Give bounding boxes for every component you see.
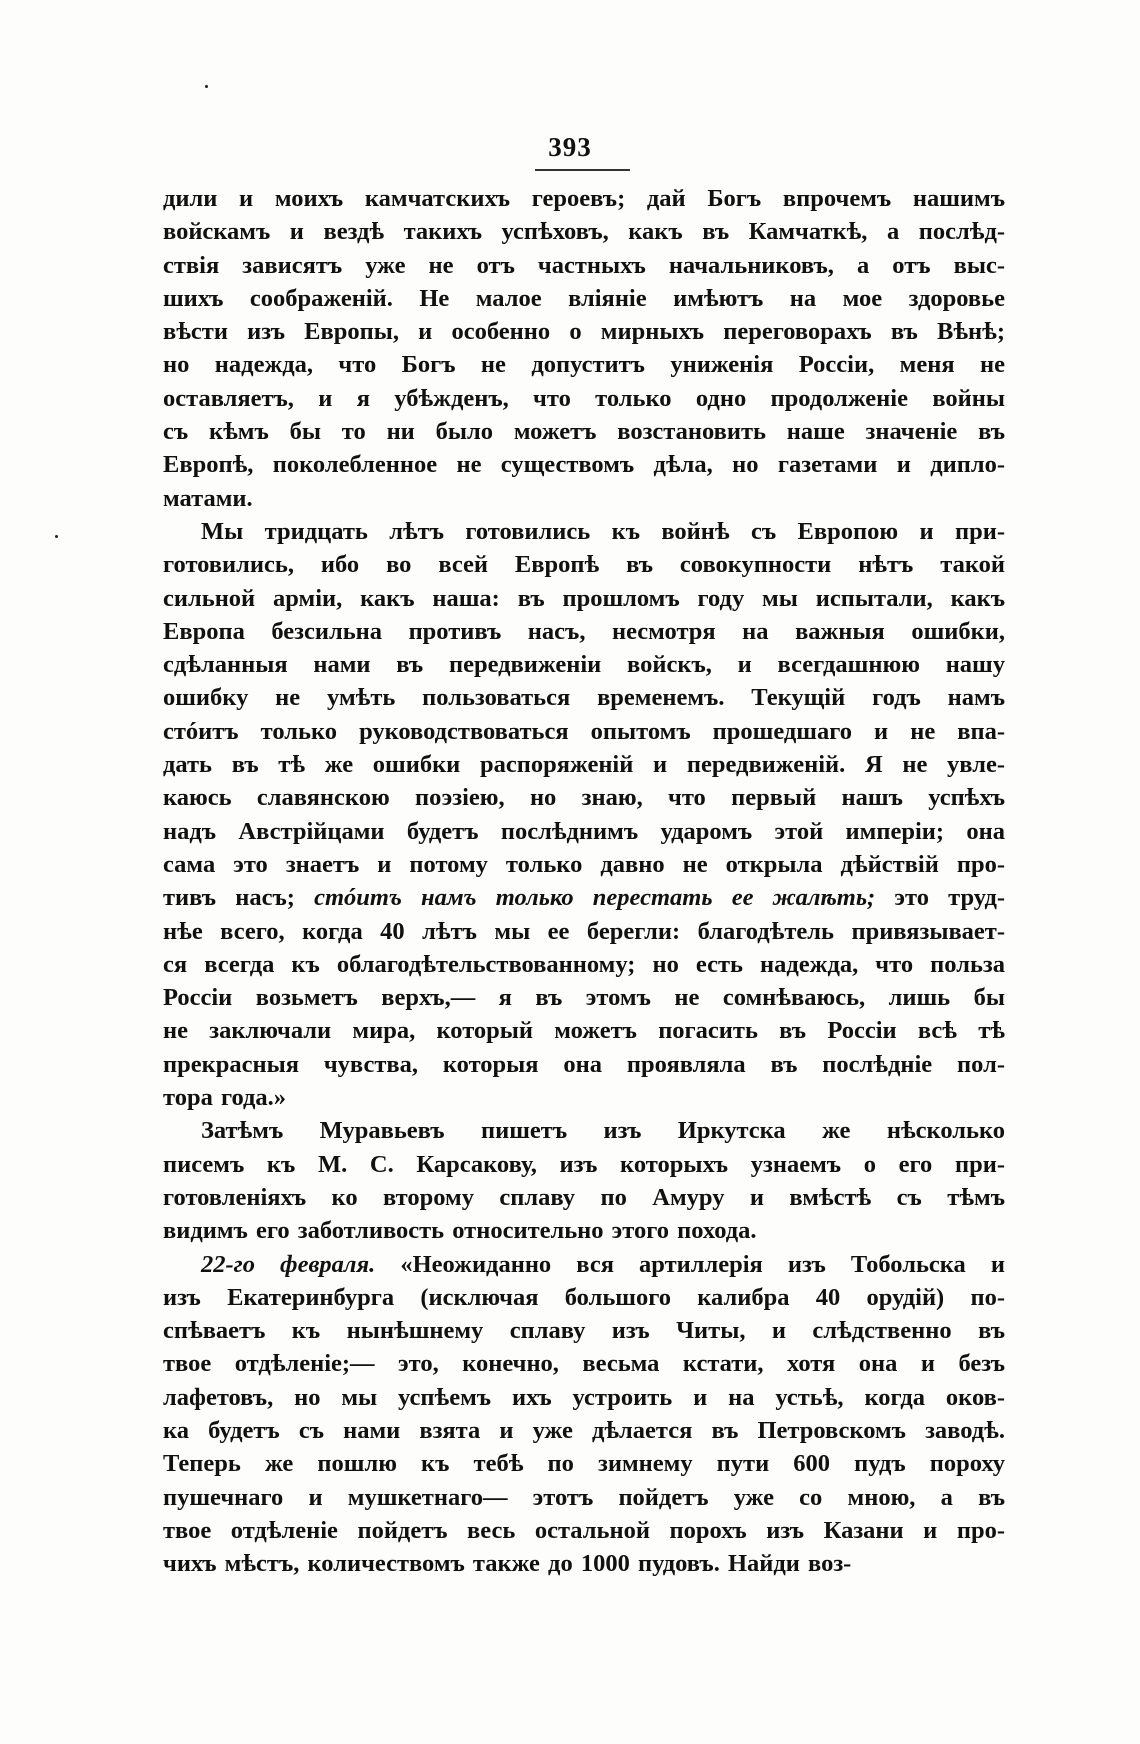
text-segment: ошибку не умѣть пользоваться временемъ. Текущій годъ намъ: [163, 684, 1005, 712]
text-line: [163, 1081, 1005, 1114]
text-line: [163, 1414, 1005, 1447]
text-segment: каюсь славянскою поэзіею, но знаю, что первый нашъ успѣхъ: [163, 784, 1005, 812]
text-line: [163, 1314, 1005, 1347]
text-segment: твое отдѣленіе пойдетъ весь остальной порохъ изъ Казани и про-: [163, 1516, 1005, 1544]
text-line: [163, 415, 1005, 448]
text-segment: нѣе всего, когда 40 лѣтъ мы ее берегли: благодѣтель привязывает-: [163, 917, 1005, 945]
text-segment: тора года.»: [163, 1084, 287, 1112]
text-segment: лафетовъ, но мы успѣемъ ихъ устроить и на устьѣ, когда оков-: [163, 1383, 1005, 1411]
text-line: [163, 681, 1005, 714]
text-segment: «Неожиданно вся артиллерія изъ Тобольска и: [375, 1250, 1005, 1278]
text-segment: матами.: [163, 484, 253, 512]
text-line: [163, 282, 1005, 315]
text-line: [163, 1547, 1005, 1580]
text-segment: готовились, ибо во всей Европѣ въ совокупности нѣтъ такой: [163, 551, 1005, 579]
text-line: [163, 648, 1005, 681]
text-line: [163, 748, 1005, 781]
text-segment: ка будетъ съ нами взята и уже дѣлается въ Петровскомъ заводѣ.: [163, 1416, 1005, 1444]
text-segment: шихъ соображеній. Не малое вліяніе имѣютъ на мое здоровье: [163, 284, 1005, 312]
text-segment: изъ Екатеринбурга (исключая большого калибра 40 орудій) по-: [163, 1283, 1005, 1311]
text-line: [163, 1181, 1005, 1214]
text-line: [163, 249, 1005, 282]
text-segment: спѣваетъ къ нынѣшнему сплаву изъ Читы, и слѣдственно въ: [163, 1317, 1005, 1345]
text-line: [163, 482, 1005, 515]
text-line: [163, 1447, 1005, 1480]
text-line: [163, 1114, 1005, 1147]
page-number: 393: [548, 132, 592, 162]
text-line: [163, 182, 1005, 215]
text-line: [163, 1481, 1005, 1514]
text-line: [163, 1148, 1005, 1181]
text-segment: сама это знаетъ и потому только давно не открыла дѣйствій про-: [163, 850, 1005, 878]
text-segment: готовленіяхъ ко второму сплаву по Амуру и вмѣстѣ съ тѣмъ: [163, 1183, 1005, 1211]
italic-text: 22-го февраля.: [201, 1250, 376, 1278]
text-segment: тивъ насъ;: [163, 884, 315, 912]
text-segment: дать въ тѣ же ошибки распоряженій и передвиженій. Я не увле-: [163, 751, 1005, 779]
text-line: [163, 915, 1005, 948]
italic-text: стóитъ намъ только перестать ее жалѣть;: [314, 884, 876, 912]
text-line: [163, 1514, 1005, 1547]
text-line: [163, 1281, 1005, 1314]
text-segment: дили и моихъ камчатскихъ героевъ; дай Богъ впрочемъ нашимъ: [163, 185, 1005, 212]
page-number-rule: [535, 169, 630, 171]
text-line: [163, 382, 1005, 415]
text-line: [163, 881, 1005, 914]
text-line: [163, 1347, 1005, 1380]
print-speck: [55, 535, 58, 538]
text-line: [163, 815, 1005, 848]
print-speck: [205, 85, 208, 88]
text-segment: стóитъ только руководствоваться опытомъ прошедшаго и не впа-: [163, 717, 1005, 745]
text-segment: сильной арміи, какъ наша: въ прошломъ году мы испытали, какъ: [163, 584, 1005, 612]
text-segment: прекрасныя чувства, которыя она проявляла въ послѣдніе пол-: [163, 1050, 1005, 1078]
text-segment: Затѣмъ Муравьевъ пишетъ изъ Иркутска же нѣсколько: [201, 1117, 1005, 1145]
text-segment: ся всегда къ облагодѣтельствованному; но есть надежда, что польза: [163, 950, 1005, 978]
text-segment: твое отдѣленіе;— это, конечно, весьма кстати, хотя она и безъ: [163, 1350, 1005, 1378]
text-segment: надъ Австрійцами будетъ послѣднимъ ударомъ этой имперіи; она: [163, 817, 1005, 845]
text-segment: видимъ его заботливость относительно этого похода.: [163, 1217, 757, 1245]
text-line: [163, 948, 1005, 981]
text-line: [163, 515, 1005, 548]
text-segment: писемъ къ М. С. Карсакову, изъ которыхъ узнаемъ о его при-: [163, 1150, 1005, 1178]
text-line: [163, 781, 1005, 814]
text-line: [163, 1248, 1005, 1281]
text-segment: оставляетъ, и я убѣжденъ, что только одно продолженіе войны: [163, 384, 1005, 412]
text-line: [163, 715, 1005, 748]
text-segment: съ кѣмъ бы то ни было можетъ возстановить наше значеніе въ: [163, 418, 1005, 446]
text-segment: Мы тридцать лѣтъ готовились къ войнѣ съ Европою и при-: [201, 517, 1005, 545]
text-segment: Европѣ, поколебленное не существомъ дѣла, но газетами и дипло-: [163, 451, 1005, 479]
text-line: [163, 981, 1005, 1014]
text-segment: сдѣланныя нами въ передвиженіи войскъ, и всегдашнюю нашу: [163, 651, 1005, 679]
text-segment: Россіи возьметъ верхъ,— я въ этомъ не сомнѣваюсь, лишь бы: [163, 984, 1005, 1012]
text-line: [163, 348, 1005, 381]
text-line: [163, 582, 1005, 615]
text-segment: вѣсти изъ Европы, и особенно о мирныхъ переговорахъ въ Вѣнѣ;: [163, 318, 1005, 346]
text-segment: но надежда, что Богъ не допуститъ униженія Россіи, меня не: [163, 351, 1005, 379]
text-segment: это труд-: [875, 884, 1006, 912]
text-segment: чихъ мѣстъ, количествомъ также до 1000 пудовъ. Найди воз-: [163, 1550, 852, 1578]
text-segment: Теперь же пошлю къ тебѣ по зимнему пути 600 пудъ пороху: [163, 1450, 1005, 1478]
text-line: [163, 1048, 1005, 1081]
text-line: [163, 1014, 1005, 1047]
text-line: [163, 215, 1005, 248]
text-segment: не заключали мира, который можетъ погасить въ Россіи всѣ тѣ: [163, 1017, 1005, 1045]
text-line: [163, 448, 1005, 481]
text-segment: войскамъ и вездѣ такихъ успѣховъ, какъ въ Камчаткѣ, а послѣд-: [163, 218, 1005, 246]
text-line: [163, 1381, 1005, 1414]
text-line: [163, 548, 1005, 581]
text-line: [163, 848, 1005, 881]
text-line: [163, 615, 1005, 648]
text-segment: пушечнаго и мушкетнаго— этотъ пойдетъ уже со мною, а въ: [163, 1483, 1005, 1511]
text-segment: Европа безсильна противъ насъ, несмотря на важныя ошибки,: [163, 617, 1005, 645]
text-line: [163, 315, 1005, 348]
page-body-text: [163, 182, 1005, 1580]
text-segment: ствія зависятъ уже не отъ частныхъ начальниковъ, а отъ выс-: [163, 251, 1005, 279]
text-line: [163, 1214, 1005, 1247]
